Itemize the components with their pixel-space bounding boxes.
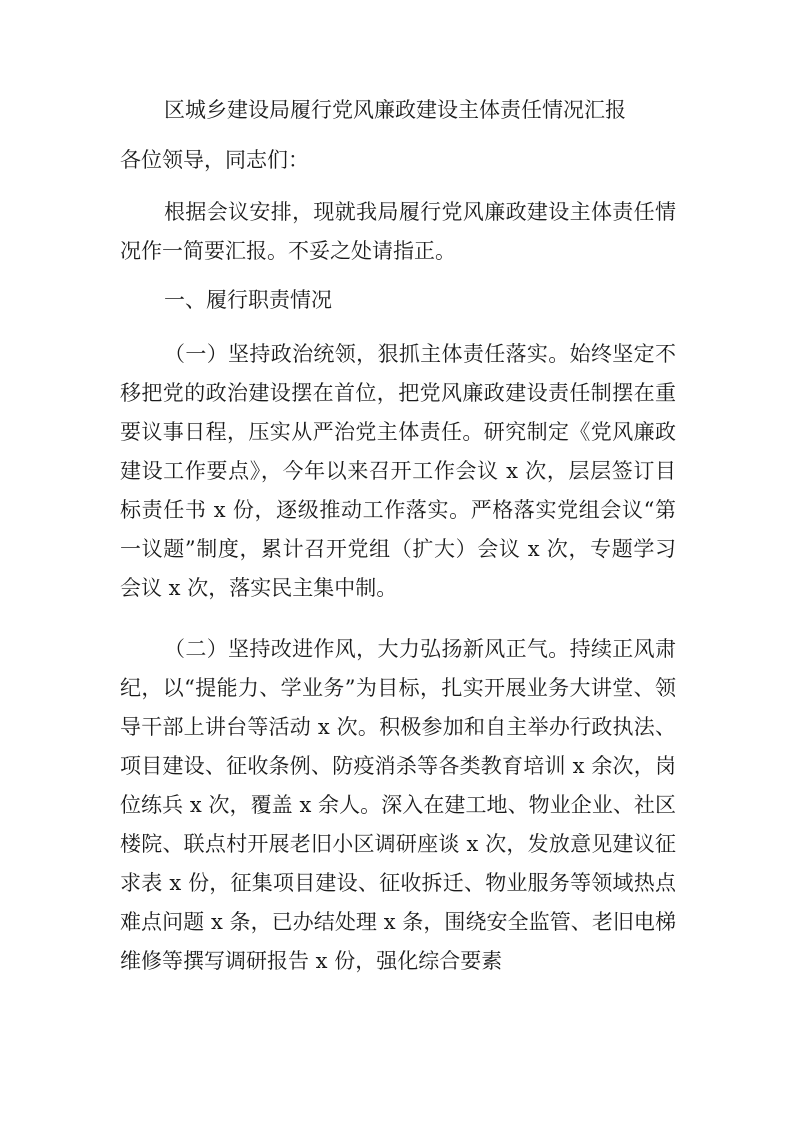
section-heading: 一、履行职责情况	[164, 288, 332, 312]
salutation: 各位领导，同志们：	[120, 148, 309, 172]
body-paragraph-2: （二）坚持改进作风，大力弘扬新风正气。持续正风肃纪，以“提能力、学业务”为目标，扎实开展业务大讲堂、领导干部上讲台等活动 x 次。积极参加和自主举办行政执法、项目建设、征收条例、防疫消杀等各类教育培训 x 余次，岗位练兵 x 次，覆盖 x 余人。深入在建工地、物业企业、社区楼院、联点村开展老旧小区调研座谈 x 次，发放意见建议征求表 x 份，征集项目建设、征收拆迁、物业服务等领域热点难点问题 x 条，已办结处理 x 条，围绕安全监管、老旧电梯维修等撰写调研报告 x 份，强化综合要素	[120, 637, 676, 973]
body-paragraph-1: （一）坚持政治统领，狠抓主体责任落实。始终坚定不移把党的政治建设摆在首位，把党风廉政建设责任制摆在重要议事日程，压实从严治党主体责任。研究制定《党风廉政建设工作要点》，今年以来召开工作会议 x 次，层层签订目标责任书 x 份，逐级推动工作落实。严格落实党组会议“第一议题”制度，累计召开党组（扩大）会议 x 次，专题学习会议 x 次，落实民主集中制。	[120, 342, 676, 600]
document-title: 区城乡建设局履行党风廉政建设主体责任情况汇报	[164, 98, 626, 122]
intro-paragraph: 根据会议安排，现就我局履行党风廉政建设主体责任情况作一简要汇报。不妥之处请指正。	[120, 200, 676, 263]
